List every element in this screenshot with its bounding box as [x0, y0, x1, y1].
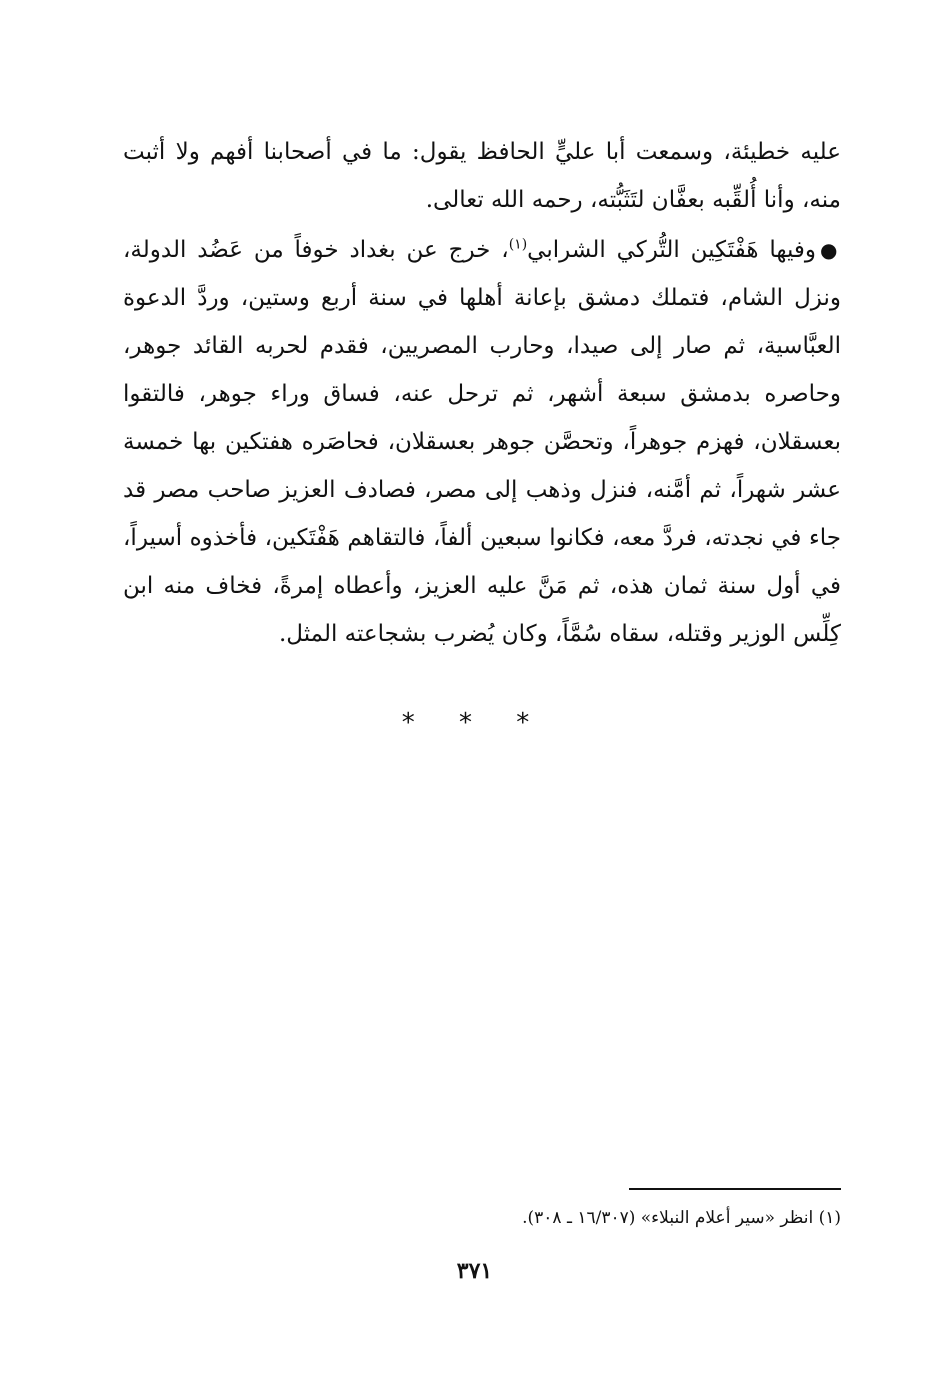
paragraph-2 — [123, 226, 841, 658]
paragraph-2-text: ، خرج عن بغداد خوفاً من عَضُد الدولة، ونزل الشام، فتملك دمشق بإعانة أهلها في سنة أربع وستين، وردَّ الدعوة العبَّاسية، ثم صار إلى صيدا، وحارب المصريين، فقدم لحربه القائد جوهر، وحاصره بدمشق سبعة أشهر، ثم ترحل عنه، فساق وراء جوهر، فالتقوا بعسقلان، فهزم جوهراً، وتحصَّن جوهر بعسقلان، فحاصَره هفتكين بها خمسة عشر شهراً، ثم أمَّنه، فنزل وذهب إلى مصر، فصادف العزيز صاحب مصر قد جاء في نجدته، فردَّ معه، فكانوا سبعين ألفاً، فالتقاهم هَفْتَكين، فأخذوه أسيراً، في أول سنة ثمان هذه، ثم مَنَّ عليه العزيز، وأعطاه إمرةً، فخاف منه ابن كِلِّس الوزير وقتله، سقاه سُمَّاً، وكان يُضرب بشجاعته المثل. — [123, 237, 841, 647]
paragraph-2-lead: وفيها هَفْتَكِين التُّركي الشرابي — [527, 237, 816, 263]
main-text — [123, 128, 841, 658]
footnote-reference[interactable]: (١) — [508, 236, 528, 253]
footnote: (١) انظر «سير أعلام النبلاء» (١٦/٣٠٧ ـ ٣٠٨). — [522, 1208, 841, 1228]
section-separator: * * * — [401, 708, 548, 738]
paragraph-1: عليه خطيئة، وسمعت أبا عليٍّ الحافظ يقول: ما في أصحابنا أفهم ولا أثبت منه، وأنا أُلقِّبه بعفَّان لتَثَبُّته، رحمه الله تعالى. — [123, 139, 841, 213]
bullet-icon: ● — [820, 238, 842, 262]
page-number: ٣٧١ — [456, 1258, 493, 1284]
footnote-divider — [629, 1188, 841, 1190]
